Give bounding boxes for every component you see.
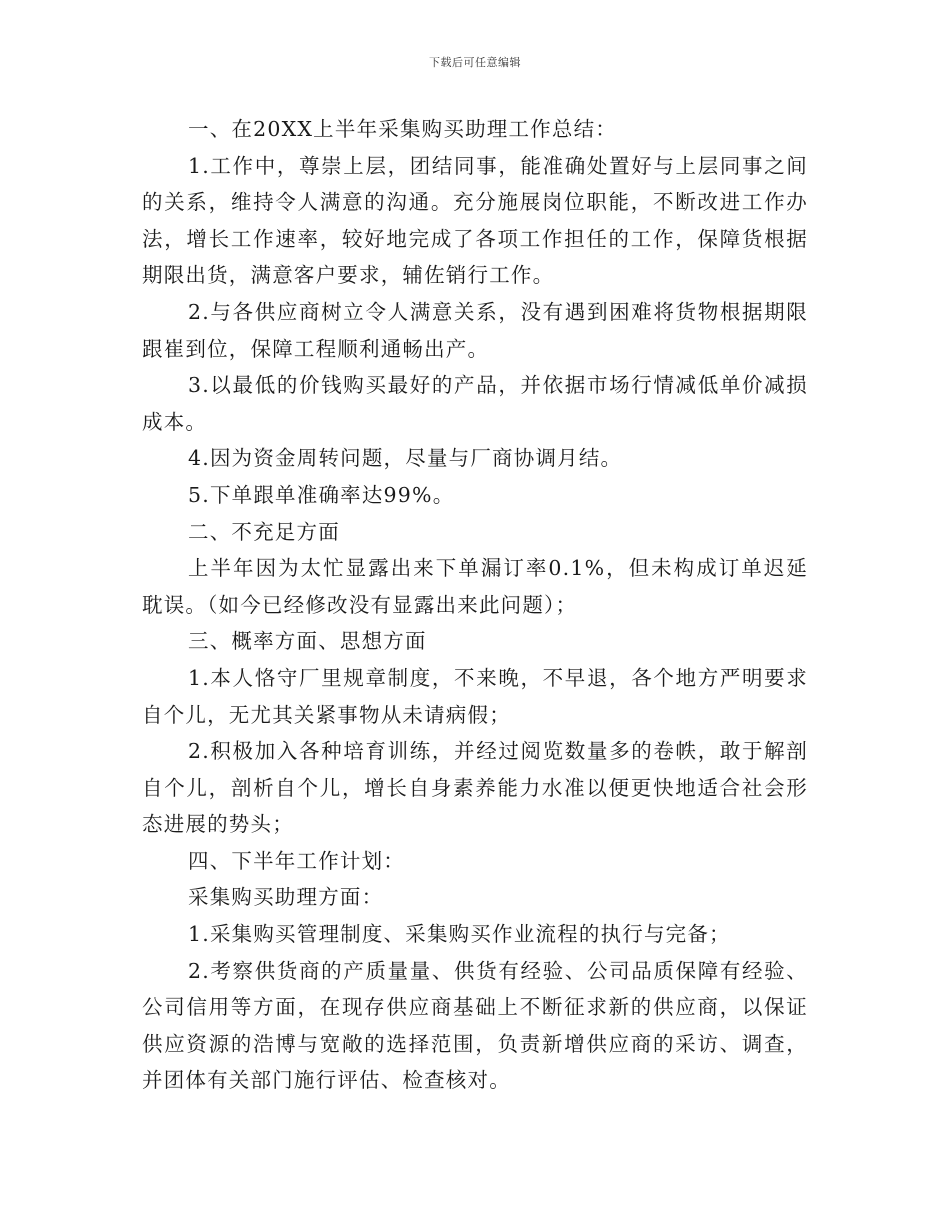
attitude-item-1: 1.本人恪守厂里规章制度，不来晚，不早退，各个地方严明要求自个儿，无尤其关紧事物从未请病假； <box>142 665 808 727</box>
summary-item-3: 3.以最低的价钱购买最好的产品，并依据市场行情减低单价减损成本。 <box>142 373 808 434</box>
section-heading-summary: 一、在20XX上半年采集购买助理工作总结： <box>188 117 617 141</box>
section-heading-plan: 四、下半年工作计划： <box>188 848 405 873</box>
page-header-note: 下载后可任意编辑 <box>429 56 521 69</box>
shortcomings-text: 上半年因为太忙显露出来下单漏订率0.1%，但未构成订单迟延耽误。（如今已经修改没有显露出来此问题）； <box>142 556 808 617</box>
plan-item-2: 2.考察供货商的产质量量、供货有经验、公司品质保障有经验、公司信用等方面，在现存供应商基础上不断征求新的供应商，以保证供应资源的浩博与宽敞的选择范围，负责新增供应商的采访、调查，并团体有关部门施行评估、检查核对。 <box>142 958 808 1093</box>
summary-item-4: 4.因为资金周转问题，尽量与厂商协调月结。 <box>188 446 623 471</box>
summary-item-2: 2.与各供应商树立令人满意关系，没有遇到困难将货物根据期限跟崔到位，保障工程顺利通畅出产。 <box>142 299 808 361</box>
section-heading-attitude: 三、概率方面、思想方面 <box>188 629 427 654</box>
plan-subheading: 采集购买助理方面： <box>188 885 384 910</box>
summary-item-1: 1.工作中，尊崇上层，团结同事，能准确处置好与上层同事之间的关系，维持令人满意的沟通。充分施展岗位职能，不断改进工作办法，增长工作速率，较好地完成了各项工作担任的工作，保障货根据期限出货，满意客户要求，辅佐销行工作。 <box>142 153 808 288</box>
summary-item-5: 5.下单跟单准确率达99%。 <box>188 482 455 507</box>
section-heading-shortcomings: 二、不充足方面 <box>188 519 340 544</box>
document-body <box>142 111 808 1099</box>
attitude-item-2: 2.积极加入各种培育训练，并经过阅览数量多的卷帙，敢于解剖自个儿，剖析自个儿，增长自身素养能力水准以便更快地适合社会形态进展的势头； <box>142 739 808 837</box>
plan-item-1: 1.采集购买管理制度、采集购买作业流程的执行与完备； <box>188 922 731 947</box>
